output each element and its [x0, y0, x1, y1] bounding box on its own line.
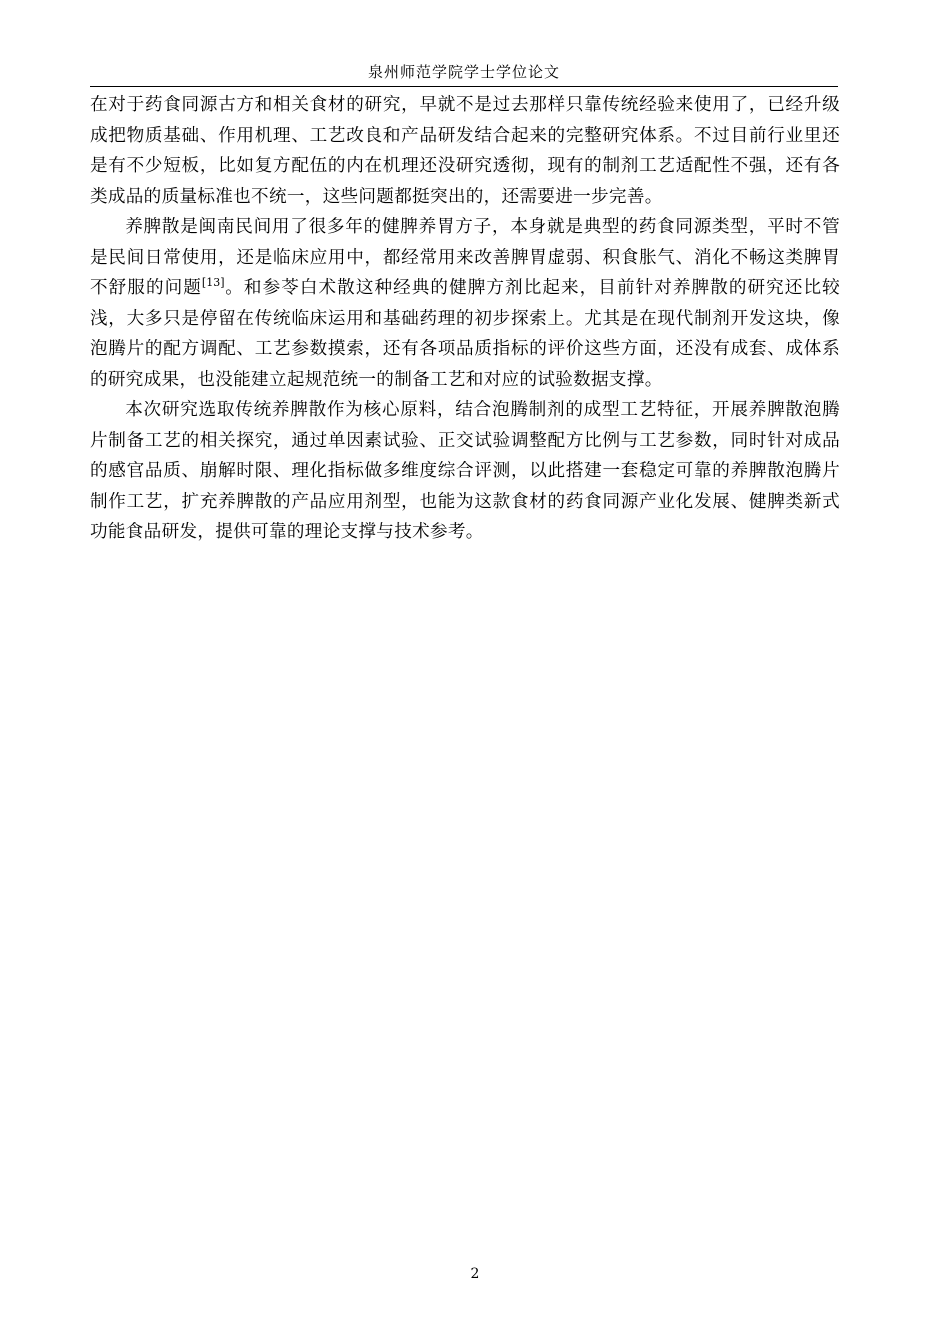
paragraph-yangpisan-background — [90, 212, 840, 395]
body-text — [90, 90, 840, 548]
paragraph-text: 。和参苓白术散这种经典的健脾方剂比起来，目前针对养脾散的研究还比较浅，大多只是停留在传统临床运用和基础药理的初步探索上。尤其是在现代制剂开发这块，像泡腾片的配方调配、工艺参数摸索，还有各项品质指标的评价这些方面，还没有成套、成体系的研究成果，也没能建立起规范统一的制备工艺和对应的试验数据支撑。 — [90, 278, 841, 390]
running-header: 泉州师范学院学士学位论文 — [367, 63, 560, 81]
page-number: 2 — [470, 1266, 480, 1282]
paragraph-continuation: 在对于药食同源古方和相关食材的研究，早就不是过去那样只靠传统经验来使用了，已经升级成把物质基础、作用机理、工艺改良和产品研发结合起来的完整研究体系。不过目前行业里还是有不少短板，比如复方配伍的内在机理还没研究透彻，现有的制剂工艺适配性不强，还有各类成品的质量标准也不统一，这些问题都挺突出的，还需要进一步完善。 — [90, 95, 840, 207]
paragraph-study-aim: 本次研究选取传统养脾散作为核心原料，结合泡腾制剂的成型工艺特征，开展养脾散泡腾片制备工艺的相关探究，通过单因素试验、正交试验调整配方比例与工艺参数，同时针对成品的感官品质、崩解时限、理化指标做多维度综合评测，以此搭建一套稳定可靠的养脾散泡腾片制作工艺，扩充养脾散的产品应用剂型，也能为这款食材的药食同源产业化发展、健脾类新式功能食品研发，提供可靠的理论支撑与技术参考。 — [90, 400, 840, 542]
paragraph-text: 养脾散是闽南民间用了很多年的健脾养胃方子，本身就是典型的药食同源类型，平时不管是民间日常使用，还是临床应用中，都经常用来改善脾胃虚弱、积食胀气、消化不畅这类脾胃不舒服的问题 — [90, 217, 840, 298]
citation-marker: [13] — [201, 276, 225, 290]
header-rule — [90, 86, 838, 87]
